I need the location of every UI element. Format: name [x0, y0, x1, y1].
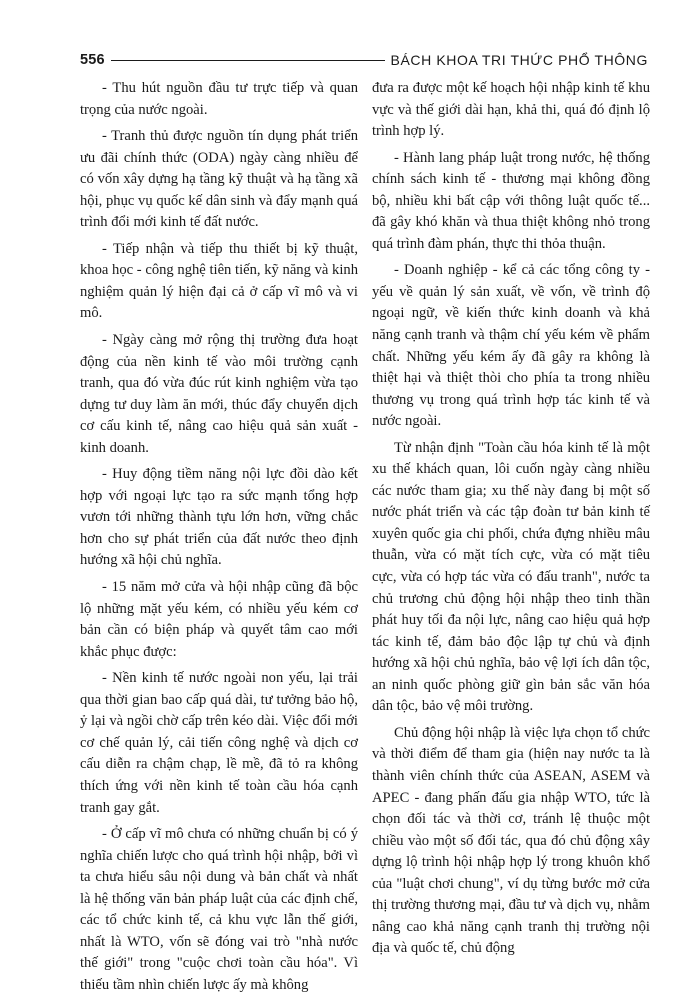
paragraph: - Thu hút nguồn đầu tư trực tiếp và quan trọng của nước ngoài.	[80, 80, 358, 118]
paragraph: - Hành lang pháp luật trong nước, hệ thống chính sách kinh tế - thương mại không đồng bộ, nhiều khi bất cập với thông luật quốc tế... đã gây khó khăn và thua thiệt không nhỏ trong quá trình đàm phán, thực thi thỏa thuận.	[372, 149, 650, 252]
paragraph: - 15 năm mở cửa và hội nhập cũng đã bộc lộ những mặt yếu kém, có nhiều yếu kém cơ bản cần có biện pháp và quyết tâm cao mới khắc phục được:	[80, 579, 358, 660]
paragraph: - Tiếp nhận và tiếp thu thiết bị kỹ thuật, khoa học - công nghệ tiên tiến, kỹ năng và kinh nghiệm quản lý hiện đại cả ở cấp vĩ mô và vi mô.	[80, 240, 358, 322]
left-column	[80, 78, 358, 996]
running-title: BÁCH KHOA TRI THỨC PHỔ THÔNG	[390, 52, 648, 68]
paragraph: - Nền kinh tế nước ngoài non yếu, lại trải qua thời gian bao cấp quá dài, tư tưởng bảo hộ, ỷ lại và ngồi chờ cấp trên kéo dài. Việc đổi mới cơ chế quản lý, cải tiến công nghệ và dịch cơ cấu diễn ra chậm chạp, lề mề, đã tỏ ra không thích ứng với nền kinh tế toàn cầu hóa cạnh tranh gay gắt.	[80, 670, 358, 816]
paragraph-continued: đưa ra được một kế hoạch hội nhập kinh tế khu vực và thế giới dài hạn, khả thi, quá đó định lộ trình hợp lý.	[372, 80, 650, 140]
paragraph: Chủ động hội nhập là việc lựa chọn tổ chức và thời điểm để tham gia (hiện nay nước ta là thành viên chính thức của ASEAN, ASEM và APEC - đang phấn đấu gia nhập WTO, tức là chọn đối tác và thời cơ, tránh lệ thuộc một chiều vào một số đối tác, qua đó chủ động xây dựng lộ trình hội nhập hợp lý trong khuôn khổ của "luật chơi chung", ví dụ từng bước mở cửa thị trường thương mại, đầu tư và dịch vụ, nhằm nâng cao khả năng cạnh tranh thị trường nội địa và quốc tế, chủ động	[372, 724, 650, 957]
header-rule	[111, 60, 385, 61]
paragraph: Từ nhận định "Toàn cầu hóa kinh tế là một xu thế khách quan, lôi cuốn ngày càng nhiều các nước tham gia; xu thế này đang bị một số nước phát triển và các tập đoàn tư bản kinh tế xuyên quốc gia chi phối, chứa đựng nhiều mâu thuẫn, vừa có mặt tích cực, vừa có mặt tiêu cực, vừa có hợp tác vừa có đấu tranh", nước ta chủ trương chủ động hội nhập theo tinh thần phát huy tối đa nội lực, nâng cao hiệu quả hợp tác kinh tế, đảm bảo độc lập tự chủ và định hướng xã hội chủ nghĩa, bảo vệ lợi ích dân tộc, an ninh quốc phòng giữ gìn bản sắc văn hóa dân tộc, bảo vệ môi trường.	[372, 439, 650, 715]
page-number: 556	[80, 52, 105, 68]
paragraph: - Doanh nghiệp - kể cả các tổng công ty - yếu về quản lý sản xuất, về vốn, về trình độ ngoại ngữ, về kiến thức kinh doanh và khả năng cạnh tranh và thậm chí yếu kém về phẩm chất. Những yếu kém ấy đã gây ra không là thiệt hại và thiệt thòi cho phía ta trong nhiều thương vụ trong quá trình hợp tác kinh tế và nước ngoài.	[372, 262, 650, 430]
page-header	[80, 48, 648, 72]
paragraph: - Ở cấp vĩ mô chưa có những chuẩn bị có ý nghĩa chiến lược cho quá trình hội nhập, bởi vì ta chưa hiểu sâu nội dung và bản chất và nhất là hệ thống văn bản pháp luật của các định chế, các tổ chức kinh tế, cả khu vực lẫn thế giới, nhất là WTO, vốn sẽ đóng vai trò "nhà nước thế giới" trong "cuộc chơi toàn cầu hóa". Vì thiếu tầm nhìn chiến lược ấy mà không	[80, 826, 358, 993]
right-column	[372, 78, 650, 960]
paragraph: - Tranh thủ được nguồn tín dụng phát triển ưu đãi chính thức (ODA) ngày càng nhiều để có vốn xây dựng hạ tầng kỹ thuật và hạ tầng xã hội, phục vụ quốc kế dân sinh và đẩy mạnh quá trình đổi mới kinh tế đất nước.	[80, 128, 358, 231]
paragraph: - Huy động tiềm năng nội lực đồi dào kết hợp với ngoại lực tạo ra sức mạnh tổng hợp vươn tới những thành tựu lớn hơn, vững chắc hơn cho sự phát triển của đất nước theo định hướng xã hội chủ nghĩa.	[80, 466, 358, 569]
paragraph: - Ngày càng mở rộng thị trường đưa hoạt động của nền kinh tế vào môi trường cạnh tranh, qua đó vừa đúc rút kinh nghiệm vừa tạo dựng tư duy làm ăn mới, thúc đẩy chuyển dịch cơ cấu kinh tế, nâng cao hiệu quả sản xuất - kinh doanh.	[80, 332, 358, 456]
